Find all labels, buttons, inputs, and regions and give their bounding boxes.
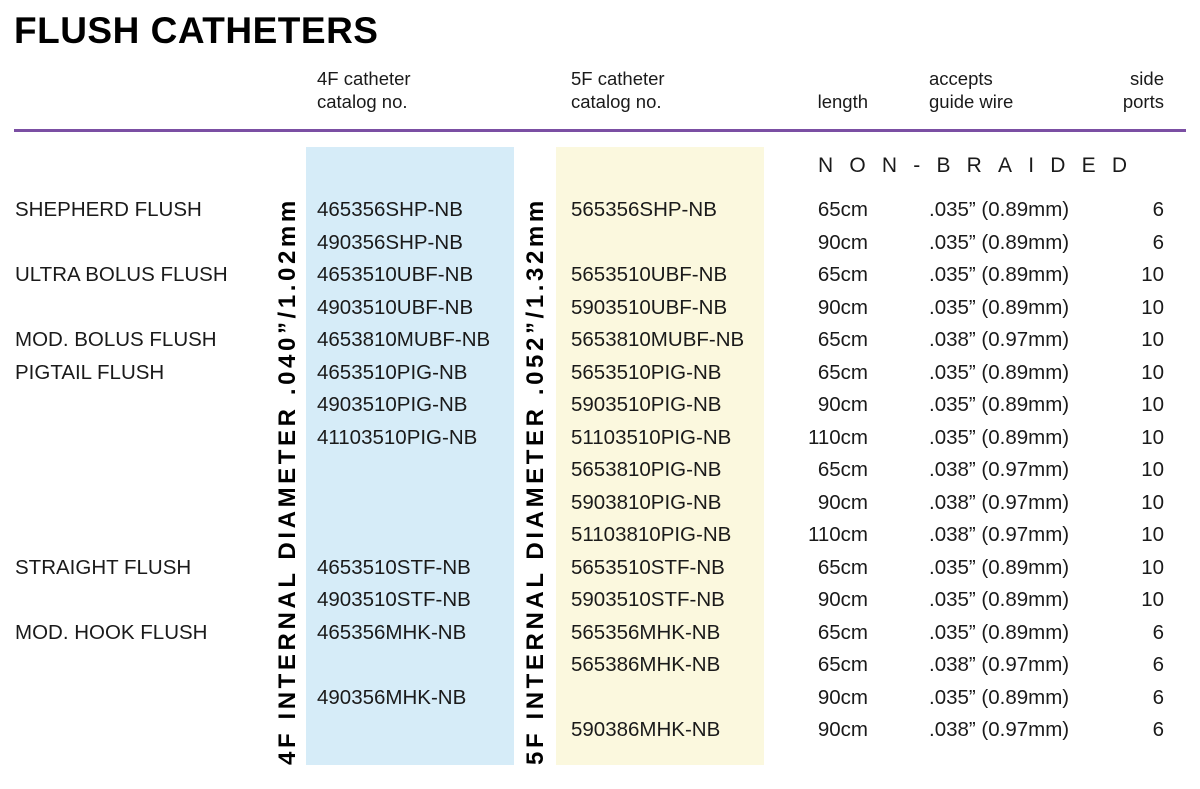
catalog-4f: 4653510PIG-NB xyxy=(317,360,468,384)
guide-wire-value: .035” (0.89mm) xyxy=(929,295,1070,319)
length-value: 65cm xyxy=(817,458,868,481)
catalog-5f: 590386MHK-NB xyxy=(571,718,721,741)
header-length-label: length xyxy=(817,91,868,112)
header-ports-line2: ports xyxy=(1122,91,1164,112)
catalog-5f: 5903510STF-NB xyxy=(571,588,725,611)
side-ports-value: 6 xyxy=(1152,230,1164,254)
catalog-4f: 490356MHK-NB xyxy=(317,685,467,709)
guide-wire-value: .035” (0.89mm) xyxy=(929,263,1070,286)
table-row xyxy=(0,361,1200,391)
table-row xyxy=(0,588,1200,618)
catalog-4f: 4653510STF-NB xyxy=(317,555,471,579)
section-label-non-braided: NON-BRAIDED xyxy=(818,154,1144,177)
side-ports-value: 10 xyxy=(1141,555,1164,579)
header-5f-catalog xyxy=(571,67,665,113)
page-title: FLUSH CATHETERS xyxy=(14,10,379,51)
header-4f-catalog xyxy=(317,67,411,113)
product-name: MOD. HOOK FLUSH xyxy=(15,620,208,644)
header-5f-line2: catalog no. xyxy=(571,91,662,112)
length-value: 65cm xyxy=(817,198,868,221)
length-value: 90cm xyxy=(817,490,868,514)
catalog-5f: 565356MHK-NB xyxy=(571,620,721,644)
guide-wire-value: .038” (0.97mm) xyxy=(929,718,1070,741)
guide-wire-value: .035” (0.89mm) xyxy=(929,230,1070,254)
side-ports-value: 6 xyxy=(1152,718,1164,741)
length-value: 90cm xyxy=(817,718,868,741)
catalog-4f: 4653510UBF-NB xyxy=(317,263,474,286)
table-row xyxy=(0,458,1200,488)
catalog-5f: 5653510PIG-NB xyxy=(571,360,722,384)
header-wire-line1: accepts xyxy=(929,68,993,89)
length-value: 110cm xyxy=(807,523,868,546)
side-ports-value: 6 xyxy=(1152,198,1164,221)
side-ports-value: 10 xyxy=(1141,393,1164,416)
length-value: 90cm xyxy=(817,295,868,319)
catalog-4f: 4903510UBF-NB xyxy=(317,295,474,319)
side-ports-value: 10 xyxy=(1141,490,1164,514)
length-value: 110cm xyxy=(807,425,868,449)
catalog-4f: 4903510STF-NB xyxy=(317,588,471,611)
catalog-5f: 565356SHP-NB xyxy=(571,198,717,221)
table-row xyxy=(0,523,1200,553)
table-row xyxy=(0,556,1200,586)
table-row xyxy=(0,718,1200,748)
length-value: 65cm xyxy=(817,620,868,644)
guide-wire-value: .035” (0.89mm) xyxy=(929,360,1070,384)
catalog-5f: 5903510PIG-NB xyxy=(571,393,722,416)
table-row xyxy=(0,491,1200,521)
side-ports-value: 10 xyxy=(1141,458,1164,481)
guide-wire-value: .035” (0.89mm) xyxy=(929,198,1070,221)
header-4f-line2: catalog no. xyxy=(317,91,408,112)
length-value: 90cm xyxy=(817,393,868,416)
table-row xyxy=(0,653,1200,683)
side-ports-value: 6 xyxy=(1152,620,1164,644)
product-name: MOD. BOLUS FLUSH xyxy=(15,328,217,351)
table-row xyxy=(0,686,1200,716)
product-name: SHEPHERD FLUSH xyxy=(15,198,202,221)
catalog-5f: 5903810PIG-NB xyxy=(571,490,722,514)
catalog-5f: 565386MHK-NB xyxy=(571,653,721,676)
length-value: 90cm xyxy=(817,230,868,254)
guide-wire-value: .038” (0.97mm) xyxy=(929,653,1070,676)
vertical-label-4f: 4F INTERNAL DIAMETER .040”/1.02mm xyxy=(274,197,301,765)
catalog-5f: 5653810PIG-NB xyxy=(571,458,722,481)
side-ports-value: 6 xyxy=(1152,653,1164,676)
length-value: 65cm xyxy=(817,360,868,384)
product-name: STRAIGHT FLUSH xyxy=(15,555,192,579)
catalog-4f: 490356SHP-NB xyxy=(317,230,463,254)
header-ports-line1: side xyxy=(1130,68,1164,89)
table-row xyxy=(0,231,1200,261)
header-guide-wire xyxy=(929,67,1013,113)
catalog-5f: 51103510PIG-NB xyxy=(571,425,732,449)
side-ports-value: 10 xyxy=(1141,295,1164,319)
catalog-5f: 51103810PIG-NB xyxy=(571,523,732,546)
side-ports-value: 6 xyxy=(1152,685,1164,709)
table-row xyxy=(0,328,1200,358)
catalog-5f: 5653810MUBF-NB xyxy=(571,328,745,351)
length-value: 90cm xyxy=(817,685,868,709)
guide-wire-value: .035” (0.89mm) xyxy=(929,588,1070,611)
catalog-5f: 5653510STF-NB xyxy=(571,555,725,579)
length-value: 65cm xyxy=(817,328,868,351)
product-name: PIGTAIL FLUSH xyxy=(15,360,165,384)
side-ports-value: 10 xyxy=(1141,425,1164,449)
length-value: 65cm xyxy=(817,653,868,676)
header-5f-line1: 5F catheter xyxy=(571,68,665,89)
guide-wire-value: .038” (0.97mm) xyxy=(929,490,1070,514)
header-side-ports xyxy=(1123,67,1164,113)
header-wire-line2: guide wire xyxy=(929,91,1014,112)
guide-wire-value: .038” (0.97mm) xyxy=(929,458,1070,481)
length-value: 65cm xyxy=(817,263,868,286)
side-ports-value: 10 xyxy=(1141,588,1164,611)
guide-wire-value: .035” (0.89mm) xyxy=(929,685,1070,709)
product-name: ULTRA BOLUS FLUSH xyxy=(15,263,228,286)
catalog-4f: 465356SHP-NB xyxy=(317,198,463,221)
guide-wire-value: .035” (0.89mm) xyxy=(929,555,1070,579)
table-row xyxy=(0,296,1200,326)
header-length xyxy=(818,90,868,113)
side-ports-value: 10 xyxy=(1141,328,1164,351)
guide-wire-value: .035” (0.89mm) xyxy=(929,425,1070,449)
guide-wire-value: .035” (0.89mm) xyxy=(929,620,1070,644)
table-row xyxy=(0,198,1200,228)
length-value: 90cm xyxy=(817,588,868,611)
catalog-4f: 4653810MUBF-NB xyxy=(317,328,491,351)
table-row xyxy=(0,621,1200,651)
side-ports-value: 10 xyxy=(1141,263,1164,286)
guide-wire-value: .035” (0.89mm) xyxy=(929,393,1070,416)
length-value: 65cm xyxy=(817,555,868,579)
catalog-5f: 5653510UBF-NB xyxy=(571,263,728,286)
header-divider xyxy=(14,129,1186,132)
catalog-4f: 465356MHK-NB xyxy=(317,620,467,644)
header-4f-line1: 4F catheter xyxy=(317,68,411,89)
table-row xyxy=(0,263,1200,293)
guide-wire-value: .038” (0.97mm) xyxy=(929,328,1070,351)
table-row xyxy=(0,426,1200,456)
catalog-4f: 41103510PIG-NB xyxy=(317,425,478,449)
vertical-label-5f: 5F INTERNAL DIAMETER .052”/1.32mm xyxy=(522,197,549,765)
side-ports-value: 10 xyxy=(1141,523,1164,546)
side-ports-value: 10 xyxy=(1141,360,1164,384)
catalog-4f: 4903510PIG-NB xyxy=(317,393,468,416)
catalog-5f: 5903510UBF-NB xyxy=(571,295,728,319)
table-row xyxy=(0,393,1200,423)
guide-wire-value: .038” (0.97mm) xyxy=(929,523,1070,546)
